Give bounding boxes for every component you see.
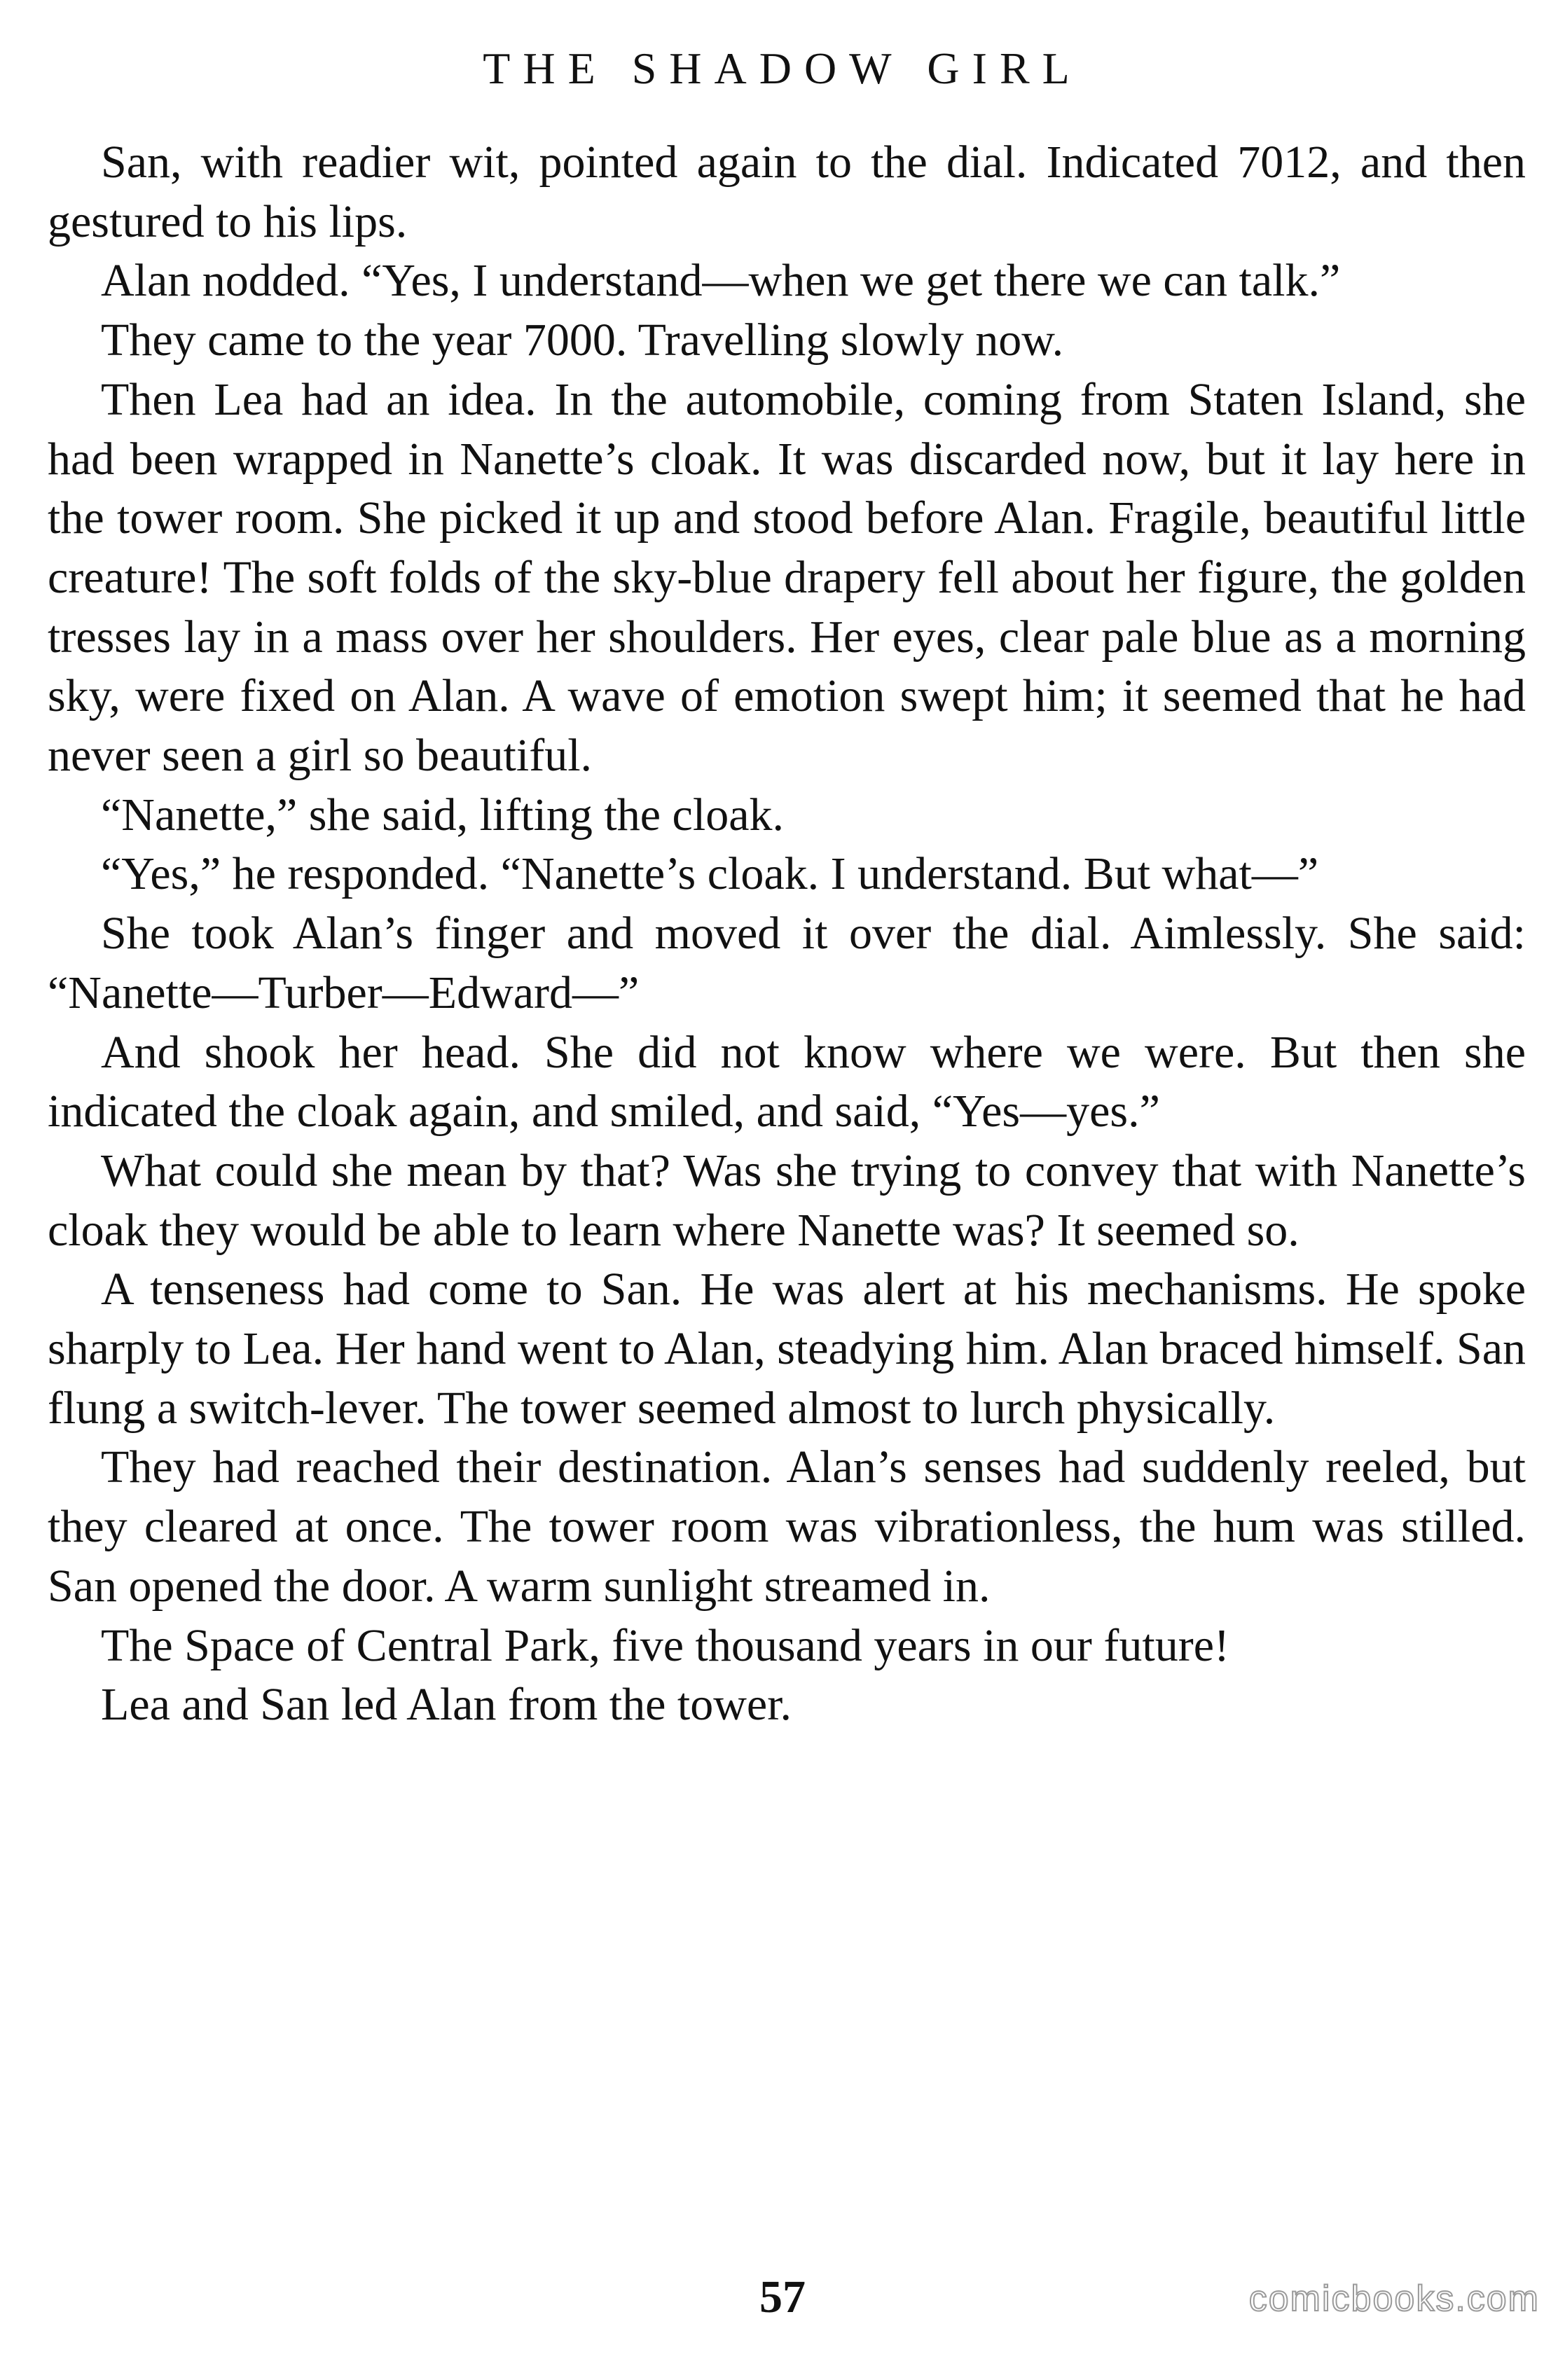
- paragraph: Alan nodded. “Yes, I understand—when we get there we can talk.”: [101, 255, 1341, 307]
- watermark-logo: comicbooks.com: [1248, 2278, 1540, 2319]
- body-text: [48, 133, 1526, 1735]
- paragraph: A tenseness had come to San. He was alert at his mechanisms. He spoke sharply to Lea. Her hand went to Alan, steadying him. Alan braced himself. San flung a switch-lever. The tower seemed almost to lurch physically.: [48, 1264, 1526, 1434]
- paragraph: She took Alan’s finger and moved it over the dial. Aimlessly. She said: “Nanette—Turber—Edward—”: [48, 908, 1526, 1018]
- paragraph: “Nanette,” she said, lifting the cloak.: [101, 789, 784, 840]
- running-title: THE SHADOW GIRL: [483, 43, 1082, 93]
- paragraph: The Space of Central Park, five thousand years in our future!: [101, 1619, 1229, 1671]
- paragraph: What could she mean by that? Was she trying to convey that with Nanette’s cloak they would be able to learn where Nanette was? It seemed so.: [48, 1144, 1526, 1256]
- paragraph: San, with readier wit, pointed again to the dial. Indicated 7012, and then gestured to his lips.: [48, 137, 1526, 247]
- paragraph: They had reached their destination. Alan’s senses had suddenly reeled, but they cleared at once. The tower room was vibrationless, the hum was stilled. San opened the door. A warm sunlight streamed in.: [48, 1441, 1526, 1612]
- paragraph: “Yes,” he responded. “Nanette’s cloak. I understand. But what—”: [101, 848, 1319, 900]
- paragraph: Then Lea had an idea. In the automobile, coming from Staten Island, she had been wrapped in Nanette’s cloak. It was discarded now, but it lay here in the tower room. She picked it up and stood before Alan. Fragile, beautiful little creature! The soft folds of the sky-blue drapery fell about her figure, the golden tresses lay in a mass over her shoulders. Her eyes, clear pale blue as a morning sky, were fixed on Alan. A wave of emotion swept him; it seemed that he had never seen a girl so beautiful.: [48, 373, 1526, 782]
- page-number: 57: [759, 2271, 806, 2323]
- paragraph: They came to the year 7000. Travelling slowly now.: [101, 314, 1064, 366]
- paragraph: And shook her head. She did not know where we were. But then she indicated the cloak again, and smiled, and said, “Yes—yes.”: [48, 1026, 1526, 1137]
- paragraph: Lea and San led Alan from the tower.: [101, 1679, 792, 1731]
